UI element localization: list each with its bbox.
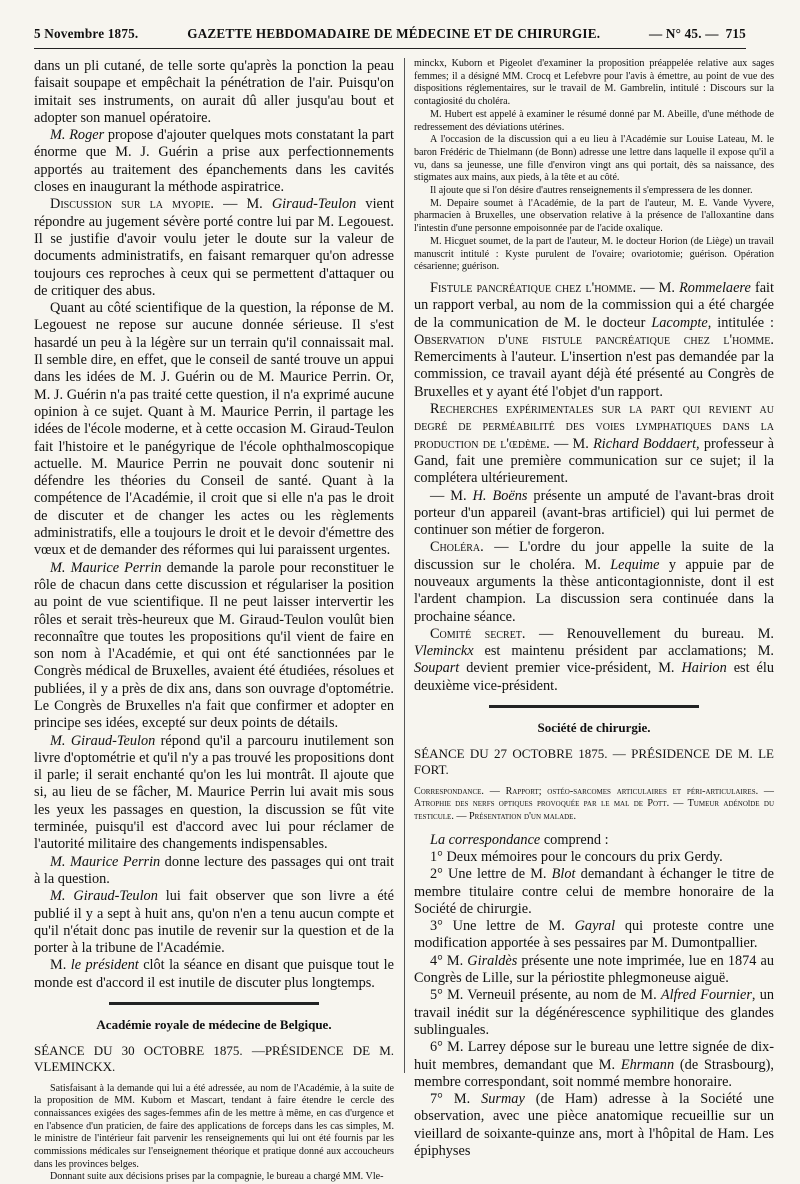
left-column	[34, 58, 395, 1183]
dash: — M.	[213, 196, 272, 213]
list-item-text: 7° M.	[430, 1091, 482, 1108]
speaker-name: Soupart	[414, 660, 460, 677]
paragraph-text: répond qu'il a parcouru inutilement son livre d'optométrie et qu'il n'y a pas trouvé les propositions dont il parle; il serait enchanté qu'on les lui montrât. Il ajoute que si, au lieu de se fâcher, M. Maurice Perrin lui avait mis sous les yeux les passages en question, la discussion se fût vite terminée, puisqu'il est d'accord avec lui pour réclamer de l'autorité militaire des changements indispensables.	[34, 732, 394, 853]
speaker-name: Hairion	[681, 660, 727, 677]
person-name: Alfred Fournier	[660, 987, 752, 1004]
paragraph-text: présente un amputé de l'avant-bras droit porteur d'un appareil (avant-bras artificiel) qui lui permet de continuer son métier de forgeron.	[414, 487, 774, 539]
topic-heading: Fistule pancréatique chez l'homme.	[430, 279, 637, 296]
paragraph	[414, 280, 774, 401]
speaker-name: M. Maurice Perrin	[50, 853, 161, 870]
paragraph-text: — M.	[430, 487, 473, 504]
dash: — M.	[549, 435, 594, 452]
list-item	[414, 1091, 774, 1160]
small-paragraph: Il ajoute que si l'on désire d'autres renseignements il s'empressera de les donner.	[430, 185, 753, 197]
seance-line: SÉANCE DU 27 OCTOBRE 1875. — PRÉSIDENCE DE M. LE FORT.	[414, 745, 774, 777]
paragraph	[414, 401, 774, 487]
right-column	[414, 58, 775, 1160]
dash: — M.	[636, 279, 680, 296]
small-paragraph: Satisfaisant à la demande qui lui a été adressée, au nom de l'Académie, à la suite de la proposition de MM. Kuborn et Mascart, tendant à faire étendre le cercle des connaissances exigées des sages-femmes afin de les mettre à même, en cas d'urgence et en l'absence d'un praticien, de faire des applications de forceps dans les cas simples, M. le ministre de l'intérieur fait parvenir les renseignements qui lui ont été fournis par les commissions médicales sur l'enseignement théorique et pratique donné aux accoucheurs dans les provinces belges.	[34, 1082, 394, 1170]
topic-heading: Comité secret.	[430, 625, 526, 642]
paragraph	[34, 127, 394, 196]
paragraph-text: donne lecture des passages qui ont trait à la question.	[34, 853, 394, 887]
paragraph-text: Remerciments à l'auteur. L'insertion n'est pas demandée par la commission, ce travail ayant déjà été présenté au Congrès de Bruxelles et y ayant été l'objet d'un rapport.	[414, 349, 774, 400]
section-separator	[109, 1002, 319, 1005]
paragraph	[34, 196, 394, 300]
person-name: Blot	[551, 866, 576, 883]
paragraph-text: M.	[50, 957, 71, 974]
list-item-text: demandant à échanger le titre de membre titulaire contre celui de membre honoraire de la Société de chirurgie.	[414, 866, 774, 917]
small-paragraph: A l'occasion de la discussion qui a eu lieu à l'Académie sur Louise Lateau, M. le baron Frédéric de Thielmann (de Bonn) adresse une lettre dans laquelle il expose qu'il a vu, dans sa jeunesse, une fille d'environ vingt ans qui portait, dès sa naissance, des stigmates aux mains, aux pieds, à la tête et au côté.	[414, 134, 774, 184]
speaker-name: Lacompte	[651, 314, 708, 331]
paragraph-text: propose d'ajouter quelques mots constatant la part énorme que M. J. Guérin a prise aux perfectionnements apportés au traitement des épanchements dans les cavités closes en inaugurant la méthode aspiratrice.	[34, 127, 395, 196]
session-summary: Correspondance. — Rapport; ostéo-sarcomes articulaires et péri-articulaires. — Atrophie des nerfs optiques provoquée par le mal de Pott. — Tumeur adénoïde du testicule. — Présentation d'un malade.	[414, 785, 774, 822]
speaker-name: Rommelaere	[679, 279, 751, 296]
columns	[34, 58, 775, 1183]
header-issue: — N° 45. —	[649, 26, 719, 41]
person-name: Gayral	[574, 918, 616, 935]
small-paragraph: M. Hicguet soumet, de la part de l'auteur, M. le docteur Horion (de Liège) un travail manuscrit intitulé : Kyste purulent de l'ovaire; ovariotomie; guérison. Opération césarienne; guérison.	[414, 235, 774, 273]
paragraph	[414, 626, 774, 695]
speaker-name: M. Maurice Perrin	[50, 559, 162, 576]
paragraph-text: est élu deuxième vice-président.	[414, 660, 774, 694]
paragraph: dans un pli cutané, de telle sorte qu'après la ponction la peau faisait soupape et empêchait la pénétration de l'air. Puisqu'on imitait ses instruments, on aurait dû aller jusqu'au bout et adopter son manuel opératoire.	[34, 58, 394, 126]
list-item	[414, 918, 774, 953]
topic-italic: La correspondance	[430, 831, 541, 848]
header-issue-page	[649, 26, 746, 42]
paragraph-text: est maintenu président par acclamations; M.	[473, 643, 774, 660]
list-item-text: qui proteste contre une modification apportée à ses pessaires par M. Dumontpallier.	[414, 918, 774, 952]
seance-line: SÉANCE DU 30 OCTOBRE 1875. —PRÉSIDENCE DE M. VLEMINCKX.	[34, 1042, 394, 1074]
paragraph-text: devient premier vice-président, M.	[459, 660, 682, 677]
paragraph: Quant au côté scientifique de la question, la réponse de M. Legouest ne repose sur aucune donnée sérieuse. Il s'est hasardé un peu à la légère sur un terrain qu'il connaissait mal. Il semble dire, en effet, que le conseil de santé trouve un appui dans les idées de M. J. Guérin ou de M. Maurice Perrin. Or, M. J. Guérin n'a pas traité cette question, il n'a exprimé aucune opinion à ce sujet. Quant à M. Maurice Perrin, il partage les idées de l'école moderne, et à cette occasion M. Giraud-Teulon fait l'histoire et le panégyrique de l'école ophthalmoscopique actuelle. M. Maurice Perrin ne pouvait donc soutenir ni défendre les théories du Conseil de santé. Quant à la compétence de l'Académie, il croit que si elle n'a pas le droit de discuter et de changer les actes ou les règlements administratifs, elle a toujours le droit et le devoir d'émettre des vœux et de demander des réformes qui lui paraissent urgentes.	[34, 300, 394, 559]
list-item	[414, 987, 774, 1039]
speaker-name: M. Roger	[50, 127, 105, 144]
column-divider	[404, 58, 405, 1073]
paragraph	[34, 957, 394, 992]
paragraph	[34, 733, 394, 854]
paragraph	[414, 832, 774, 849]
list-item-text: 5° M. Verneuil présente, au nom de M.	[430, 987, 661, 1004]
list-item-text: , un travail inédit sur la dégénérescence syphilitique des glandes sublinguales.	[414, 987, 774, 1038]
work-title: Observation d'une fistule pancréatique chez l'homme.	[414, 331, 774, 348]
list-item	[414, 866, 774, 918]
paragraph	[414, 488, 774, 540]
section-separator	[489, 705, 699, 708]
paragraph-text: — L'ordre du jour appelle la suite de la discussion sur le choléra. M.	[414, 539, 774, 573]
speaker-name: H. Boëns	[472, 487, 528, 504]
list-item	[414, 1039, 774, 1091]
list-item-text: 4° M.	[430, 952, 468, 969]
small-paragraph: Donnant suite aux décisions prises par la compagnie, le bureau a chargé MM. Vle-	[50, 1171, 384, 1183]
paragraph	[34, 854, 394, 889]
header-date: 5 Novembre 1875.	[34, 26, 139, 41]
list-item-text: présente une note imprimée, lue en 1874 au Congrès de Lille, sur la périostite phlegmoneuse aiguë.	[414, 952, 775, 987]
paragraph	[34, 560, 394, 733]
speaker-name: M. Giraud-Teulon	[50, 888, 158, 905]
paragraph-text: demande la parole pour reconstituer le rôle de chacun dans cette discussion et régulariser la position au point de vue scientifique. Il ne peut laisser intervertir les rôles et serait très-heureux que M. Giraud-Teulon voulût bien reconnaître que toutes les propositions qu'il vient de faire en son nom à l'Académie, et qui ont été sanctionnées par le Congrès médical de Bruxelles, avaient été étudiées, résolues et publiées, il y a près de dix ans, dans son ouvrage d'optométrie. Le Congrès de Bruxelles n'a fait que confirmer et adopter en principe ses idées, excepté sur deux points de détails.	[34, 559, 394, 732]
list-item-text: (de Strasbourg), membre correspondant, soit nommé membre honoraire.	[414, 1056, 774, 1090]
paragraph	[34, 888, 394, 957]
paragraph-text: y appuie par de nouveaux arguments la thèse anticontagionniste, dont il est l'ardent champion. La discussion sera continuée dans la prochaine séance.	[414, 556, 774, 625]
speaker-name: Richard Boddaert,	[593, 435, 700, 452]
list-item	[414, 849, 774, 866]
speaker-name: le président	[70, 957, 139, 974]
section-title-societe: Société de chirurgie.	[537, 719, 651, 735]
small-paragraph: minckx, Kuborn et Pigeolet d'examiner la proposition préappelée relative aux sages femmes; il a désigné MM. Crocq et Lefebvre pour l'avis à émettre, au point de vue des dispositions réglementaires, sur le travail de M. Gambrelin, intitulé : Discours sur la contagiosité du choléra.	[414, 58, 774, 108]
topic-heading: Choléra.	[430, 539, 484, 556]
list-item-text: 3° Une lettre de M.	[430, 918, 575, 935]
paragraph-text: professeur à Gand, fait une première communication sur ce sujet; il la complétera ultérieurement.	[414, 435, 774, 487]
paragraph-text: clôt la séance en disant que puisque tout le monde est d'accord il est inutile de discuter plus longtemps.	[34, 957, 394, 991]
paragraph-text: fait un rapport verbal, au nom de la commission qui a été chargée de la communication de M. le docteur	[414, 279, 774, 331]
list-item-text: 2° Une lettre de M.	[430, 866, 552, 883]
paragraph-text: — Renouvellement du bureau. M.	[525, 625, 775, 642]
list-item	[414, 953, 774, 988]
speaker-name: Giraud-Teulon	[271, 196, 357, 213]
topic-heading: Discussion sur la myopie.	[50, 196, 214, 213]
paragraph-text: lui fait observer que son livre a été publié il y a sept à huit ans, qu'on n'en a tenu aucun compte et qu'il n'était donc pas inutile de revenir sur la question et de la porter à la tribune de l'Académie.	[34, 888, 395, 957]
person-name: Surmay	[481, 1091, 525, 1108]
person-name: Giraldès	[467, 952, 518, 969]
paragraph-text: comprend :	[540, 831, 609, 848]
header-page-number: 715	[725, 26, 746, 41]
section-title-academie: Académie royale de médecine de Belgique.	[96, 1016, 332, 1032]
small-paragraph: M. Hubert est appelé à examiner le résumé donné par M. Abeille, d'une méthode de redressement des déviations utérines.	[414, 108, 774, 133]
list-item-text: 6° M. Larrey dépose sur le bureau une lettre signée de dix-huit membres, demandant que M.	[414, 1039, 774, 1073]
speaker-name: Lequime	[610, 556, 660, 573]
list-item-text: (de Ham) adresse à la Société une observation, avec une pièce anatomique recueillie sur un vieillard de soixante-quinze ans, mort à l'hôpital de Ham. Les épiphyses	[414, 1091, 774, 1160]
header-title: GAZETTE HEBDOMADAIRE DE MÉDECINE ET DE CHIRURGIE.	[187, 26, 601, 41]
correspondence-list	[414, 849, 774, 1160]
paragraph	[414, 539, 774, 625]
paragraph-text: vient répondre au jugement sévère porté contre lui par M. Legouest. Il se justifie d'avoir voulu jeter le doute sur la valeur de documents administratifs, en faisant remarquer qu'on adresse toujours ces reproches à ceux qui se permettent d'attaquer ou de critiquer des abus.	[34, 196, 395, 299]
speaker-name: M. Giraud-Teulon	[50, 732, 156, 749]
person-name: Ehrmann	[620, 1056, 675, 1073]
running-head	[34, 26, 746, 49]
speaker-name: Vleminckx	[414, 643, 474, 660]
paragraph-text: , intitulée :	[707, 314, 774, 331]
topic-heading: Recherches expérimentales sur la part qui revient au degré de perméabilité des voies lymphatiques dans la production de l'œdème.	[414, 401, 774, 452]
list-item-text: 1° Deux mémoires pour le concours du prix Gerdy.	[430, 848, 723, 865]
small-paragraph: M. Depaire soumet à l'Académie, de la part de l'auteur, M. E. Vande Vyvere, pharmacien à Bruxelles, une observation relative à la présence de l'alloxantine dans l'intestin d'une personne empoisonnée par de l'acide oxalique.	[414, 197, 774, 235]
